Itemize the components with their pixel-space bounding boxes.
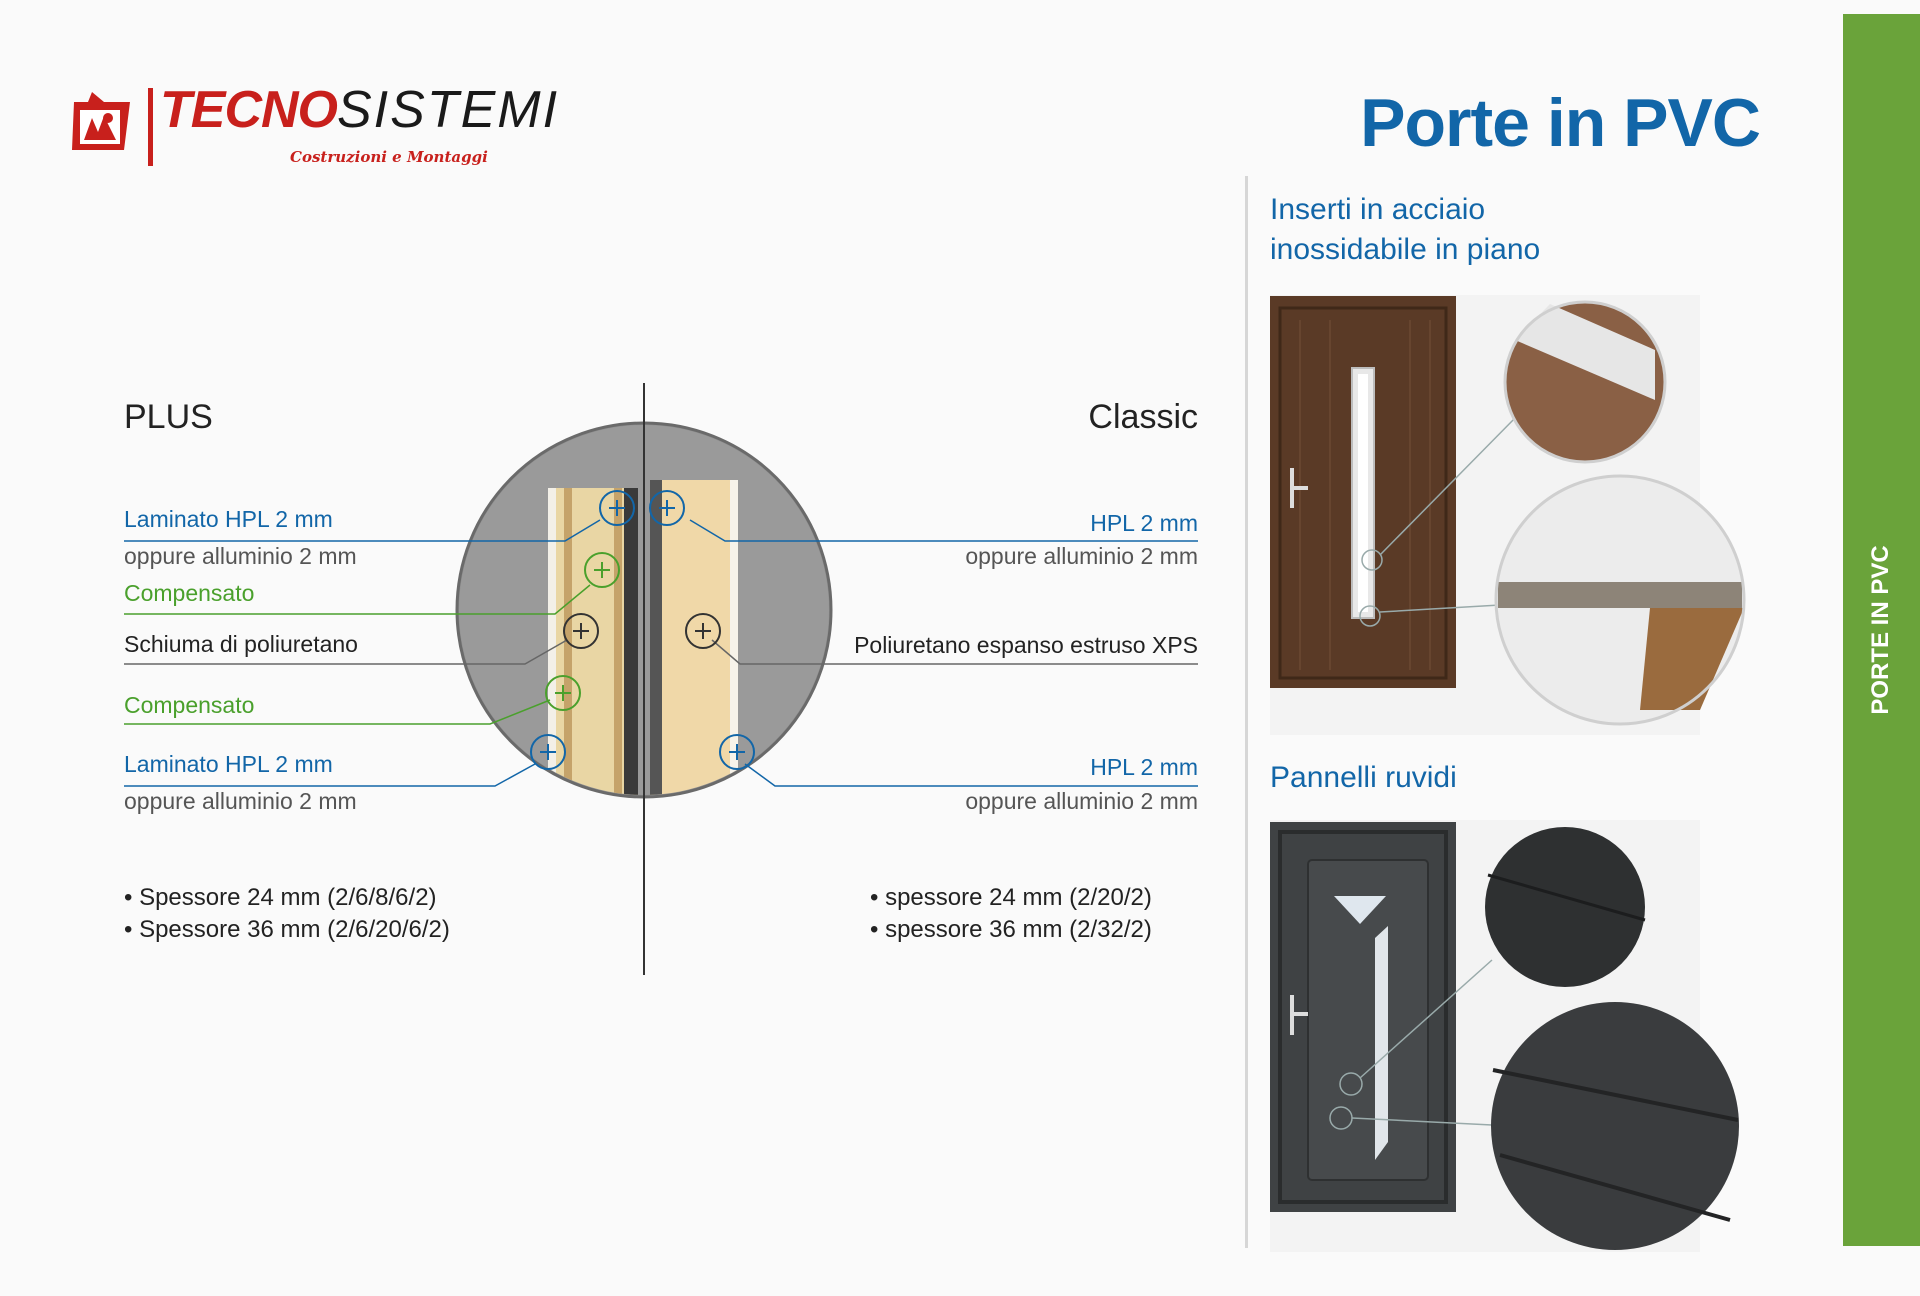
plus-specs xyxy=(124,882,450,946)
plus-label-hpl-bottom: Laminato HPL 2 mm xyxy=(124,751,333,777)
plus-label-hpl-top-alt: oppure alluminio 2 mm xyxy=(124,543,357,569)
plus-spec-24: • Spessore 24 mm (2/6/8/6/2) xyxy=(124,884,437,911)
section-rough-panels-title: Pannelli ruvidi xyxy=(1270,761,1457,794)
page-title: Porte in PVC xyxy=(1360,85,1760,161)
plus-heading: PLUS xyxy=(124,398,213,436)
classic-heading: Classic xyxy=(1088,398,1198,436)
section-steel-inserts-line2: inossidabile in piano xyxy=(1270,233,1541,266)
classic-spec-36: • spessore 36 mm (2/32/2) xyxy=(870,916,1152,943)
rough-panels-illustration xyxy=(1260,820,1760,1260)
column-divider xyxy=(1245,176,1248,1248)
classic-label-hpl-top-alt: oppure alluminio 2 mm xyxy=(965,543,1198,569)
brand-name-light: SISTEMI xyxy=(337,81,560,139)
classic-specs xyxy=(870,882,1152,946)
classic-label-xps: Poliuretano espanso estruso XPS xyxy=(854,632,1198,658)
center-divider xyxy=(643,383,645,975)
cross-section-diagram xyxy=(0,0,1240,1000)
plus-spec-36: • Spessore 36 mm (2/6/20/6/2) xyxy=(124,916,450,943)
detail-circle-rough-small xyxy=(1485,827,1645,987)
section-steel-inserts-line1: Inserti in acciaio xyxy=(1270,193,1486,226)
classic-label-hpl-bottom-alt: oppure alluminio 2 mm xyxy=(965,788,1198,814)
side-tab-label: PORTE IN PVC xyxy=(1867,545,1894,715)
classic-label-hpl-top: HPL 2 mm xyxy=(1090,510,1198,536)
brand-name-bold: TECNO xyxy=(160,81,337,139)
plus-label-hpl-bottom-alt: oppure alluminio 2 mm xyxy=(124,788,357,814)
classic-label-hpl-bottom: HPL 2 mm xyxy=(1090,754,1198,780)
brand-tagline: Costruzioni e Montaggi xyxy=(290,148,488,166)
section-steel-inserts-title xyxy=(1270,190,1540,270)
plus-label-hpl-top: Laminato HPL 2 mm xyxy=(124,506,333,532)
plus-label-foam: Schiuma di poliuretano xyxy=(124,631,358,657)
plus-label-compensato-bottom: Compensato xyxy=(124,692,255,718)
classic-spec-24: • spessore 24 mm (2/20/2) xyxy=(870,884,1152,911)
plus-label-compensato-top: Compensato xyxy=(124,580,255,606)
steel-inserts-illustration xyxy=(1260,290,1760,740)
